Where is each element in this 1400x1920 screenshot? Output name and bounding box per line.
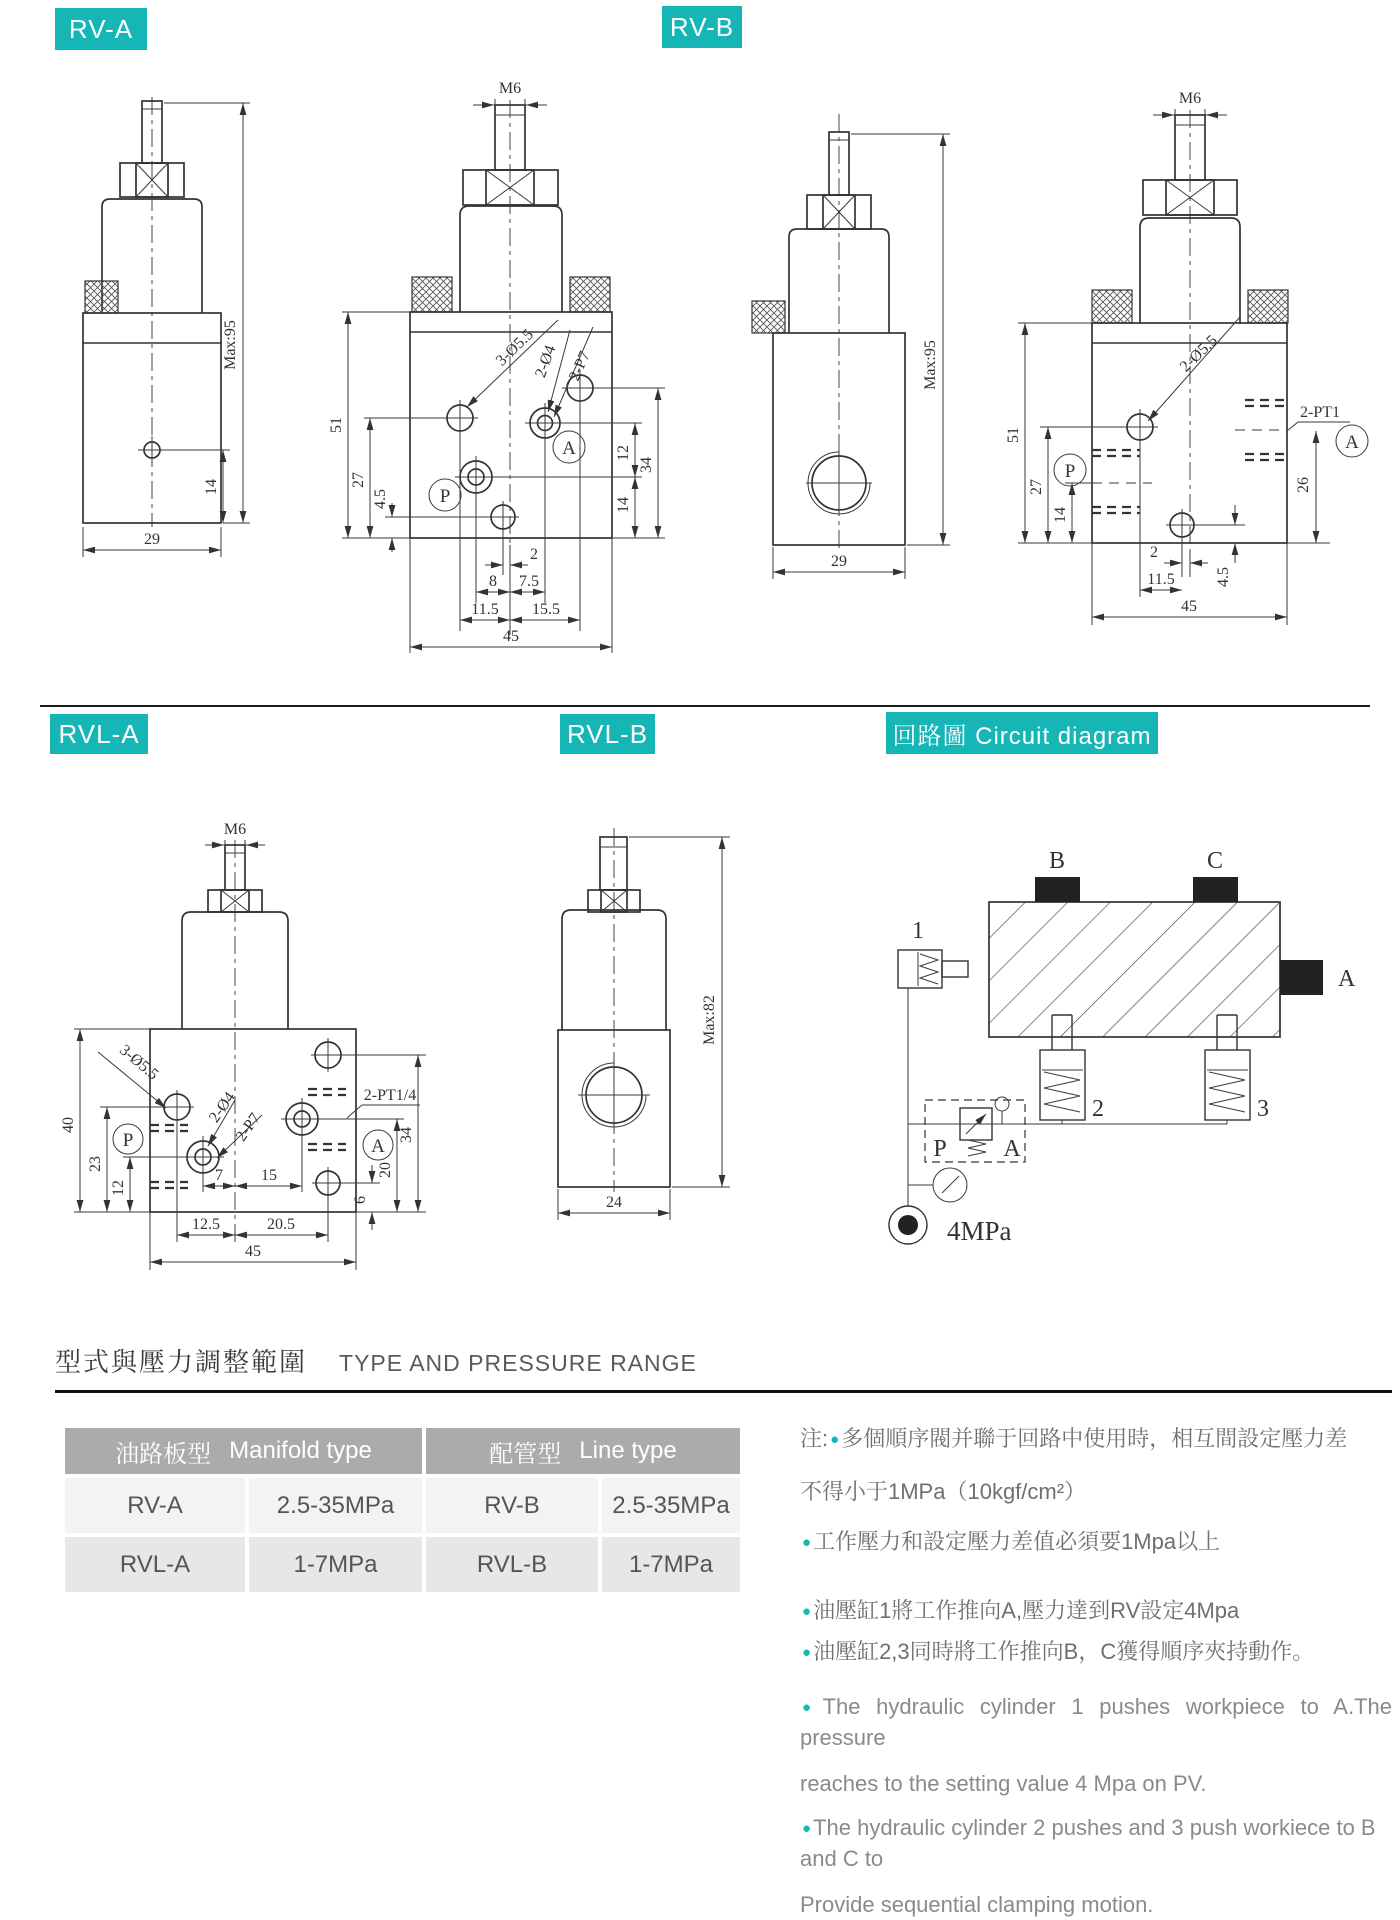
note-text: The hydraulic cylinder 2 pushes and 3 push workiece to B and C to [800, 1815, 1376, 1871]
dim-45: 45 [245, 1243, 261, 1260]
dim-11-5: 11.5 [471, 601, 499, 618]
callout-port-p7: 2-P7 [232, 1110, 264, 1145]
valve-port-p: P [933, 1136, 947, 1162]
tag-rvl-b [560, 714, 655, 754]
port-a-label [363, 1130, 393, 1160]
note-text: 油壓缸1將工作推向A,壓力達到RV設定4Mpa [813, 1598, 1240, 1623]
knurl-ring [1248, 290, 1288, 323]
tag-rv-a-label: RV-A [68, 13, 134, 44]
bullet-icon: ● [802, 1699, 821, 1716]
note-text: 多個順序閥并聯于回路中使用時，相互間設定壓力差 [841, 1426, 1348, 1451]
dim-27: 27 [350, 472, 367, 488]
clamp-pad-b [1035, 877, 1080, 902]
circuit-diagram [780, 850, 1400, 1270]
callout-port-dia: 2-Ø4 [205, 1089, 239, 1126]
dim-45: 45 [503, 628, 519, 645]
dim-29: 29 [144, 531, 160, 548]
table-header-line [426, 1428, 740, 1474]
bullet-icon: ● [802, 1603, 812, 1620]
thread-label: M6 [498, 80, 522, 97]
table-cell: RVL-B [426, 1537, 598, 1592]
note-text: 油壓缸2,3同時將工作推向B，C獲得順序夾持動作。 [813, 1639, 1315, 1664]
svg-text:P: P [1064, 461, 1076, 482]
port-a-label [1336, 425, 1368, 457]
dim-34: 34 [638, 457, 655, 473]
tag-rvl-a [50, 714, 148, 754]
table-cell: 1-7MPa [602, 1537, 740, 1592]
dim-max-95: Max:95 [222, 320, 239, 370]
note-text: 不得小于1MPa（10kgf/cm²） [800, 1479, 1087, 1504]
tag-circuit-label: 回路圖 Circuit diagram [892, 722, 1152, 750]
port-p-label [1054, 454, 1086, 486]
note-line [800, 1890, 1392, 1920]
dim-2: 2 [1150, 544, 1158, 561]
dim-26: 26 [1295, 477, 1312, 493]
dim-11-5: 11.5 [1147, 571, 1175, 588]
dim-14: 14 [615, 497, 632, 513]
sequence-valve [925, 1097, 1025, 1162]
dim-4-5: 4.5 [372, 489, 389, 509]
tag-rvl-a-label: RVL-A [58, 718, 140, 749]
dim-27: 27 [1028, 479, 1045, 495]
note-line [800, 1637, 1392, 1668]
knurl-ring [85, 281, 118, 313]
svg-text:A: A [371, 1136, 385, 1157]
table-cell: 1-7MPa [249, 1537, 422, 1592]
label-cyl1: 1 [912, 918, 924, 944]
dim-2: 2 [530, 546, 538, 563]
note-line [800, 1813, 1392, 1874]
svg-text:A: A [562, 438, 576, 459]
dim-7-5: 7.5 [519, 573, 539, 590]
dim-14: 14 [203, 479, 220, 495]
dim-12: 12 [615, 445, 632, 461]
note-line [800, 1477, 1392, 1507]
tag-rv-b [662, 6, 742, 48]
note-line [800, 1424, 1392, 1455]
rvl-b-drawing [540, 820, 800, 1240]
pressure-range-table [65, 1428, 740, 1592]
rv-a-plate-drawing [300, 75, 700, 660]
bullet-icon: ● [830, 1431, 840, 1448]
title-rule [55, 1390, 1392, 1393]
tag-rvl-b-label: RVL-B [566, 718, 649, 749]
tag-rv-a [55, 8, 147, 50]
table-cell: RVL-A [65, 1537, 245, 1592]
note-line [800, 1527, 1392, 1558]
notes-panel [800, 1408, 1392, 1920]
pressure-gauge [908, 1168, 967, 1202]
clamp-pad-a [1280, 960, 1323, 995]
port-p-label [429, 479, 461, 511]
note-line [800, 1596, 1392, 1627]
header-manifold-en: Manifold type [229, 1437, 372, 1464]
table-cell: RV-A [65, 1478, 245, 1533]
dim-15: 15 [261, 1167, 277, 1184]
thread-label: M6 [1178, 90, 1202, 107]
dim-max-95: Max:95 [922, 340, 939, 390]
knurl-ring [1092, 290, 1132, 323]
svg-text:P: P [439, 486, 451, 507]
dim-20-5: 20.5 [267, 1216, 295, 1233]
dim-max-82: Max:82 [701, 995, 718, 1045]
note-text: 工作壓力和設定壓力差值必須要1Mpa以上 [813, 1529, 1221, 1554]
section-divider [40, 705, 1370, 707]
table-cell: 2.5-35MPa [249, 1478, 422, 1533]
tag-rv-b-label: RV-B [669, 11, 735, 42]
dim-51: 51 [328, 417, 345, 433]
label-a: A [1338, 966, 1356, 992]
pressure-value: 4MPa [947, 1216, 1012, 1246]
label-cyl2: 2 [1092, 1096, 1104, 1122]
callout-bolt-holes: 3-Ø5.5 [492, 326, 537, 370]
callout-pt-ports: 2-PT1/4 [363, 1087, 417, 1104]
dim-29: 29 [831, 553, 847, 570]
dim-40: 40 [60, 1117, 77, 1133]
callout-bolt-holes: 3-Ø5.5 [116, 1041, 162, 1084]
header-manifold-zh: 油路板型 [115, 1440, 212, 1468]
section-title-en: TYPE AND PRESSURE RANGE [339, 1350, 697, 1376]
section-title [55, 1342, 697, 1379]
header-line-en: Line type [579, 1437, 677, 1464]
bullet-icon: ● [802, 1644, 812, 1661]
callout-pt-ports: 2-PT1 [1300, 404, 1340, 421]
callout-port-dia: 2-Ø4 [532, 343, 560, 380]
dim-51: 51 [1005, 427, 1022, 443]
dim-7: 7 [215, 1167, 223, 1184]
note-line [800, 1769, 1392, 1799]
knurl-ring [570, 277, 610, 312]
table-cell: 2.5-35MPa [602, 1478, 740, 1533]
note-line [800, 1692, 1392, 1753]
rv-b-plate-drawing [900, 85, 1380, 645]
dim-12: 12 [110, 1180, 127, 1196]
table-header-manifold [65, 1428, 422, 1474]
dim-45: 45 [1181, 598, 1197, 615]
dim-15-5: 15.5 [532, 601, 560, 618]
dim-8: 8 [489, 573, 497, 590]
rvl-a-drawing [60, 790, 480, 1280]
bullet-icon: ● [802, 1820, 812, 1837]
dim-20: 20 [377, 1162, 394, 1178]
label-c: C [1206, 848, 1224, 874]
thread-label: M6 [223, 821, 247, 838]
note-text: The hydraulic cylinder 1 pushes workpiece to A.The pressure [800, 1694, 1392, 1750]
rv-a-front-drawing [80, 95, 280, 575]
dim-6: 6 [352, 1196, 369, 1204]
dim-23: 23 [87, 1156, 104, 1172]
note-text: reaches to the setting value 4 Mpa on PV. [800, 1771, 1207, 1796]
clamp-pad-c [1193, 877, 1238, 902]
tag-circuit-diagram [886, 712, 1158, 754]
pump [889, 1206, 927, 1244]
callout-port-p7: 2-P7 [565, 348, 594, 384]
port-p-label [113, 1124, 143, 1154]
dim-14: 14 [1052, 507, 1069, 523]
label-cyl3: 3 [1257, 1096, 1269, 1122]
callout-bolt-holes: 2-Ø5.5 [1176, 332, 1221, 376]
svg-text:P: P [122, 1130, 134, 1151]
table-cell: RV-B [426, 1478, 598, 1533]
bullet-icon: ● [802, 1534, 812, 1551]
label-b: B [1048, 848, 1066, 874]
header-line-zh: 配管型 [489, 1440, 562, 1468]
note-prefix: 注: [800, 1426, 829, 1451]
valve-port-a: A [1003, 1136, 1021, 1162]
dim-24: 24 [606, 1194, 622, 1211]
knurl-ring [752, 301, 785, 333]
cylinder-1 [898, 950, 968, 988]
note-text: Provide sequential clamping motion. [800, 1892, 1154, 1917]
dim-4-5: 4.5 [1215, 567, 1232, 587]
knurl-ring [412, 277, 452, 312]
dim-34: 34 [398, 1127, 415, 1143]
dim-12-5: 12.5 [192, 1216, 220, 1233]
section-title-zh: 型式與壓力調整範圍 [55, 1347, 308, 1377]
svg-text:A: A [1345, 432, 1359, 453]
